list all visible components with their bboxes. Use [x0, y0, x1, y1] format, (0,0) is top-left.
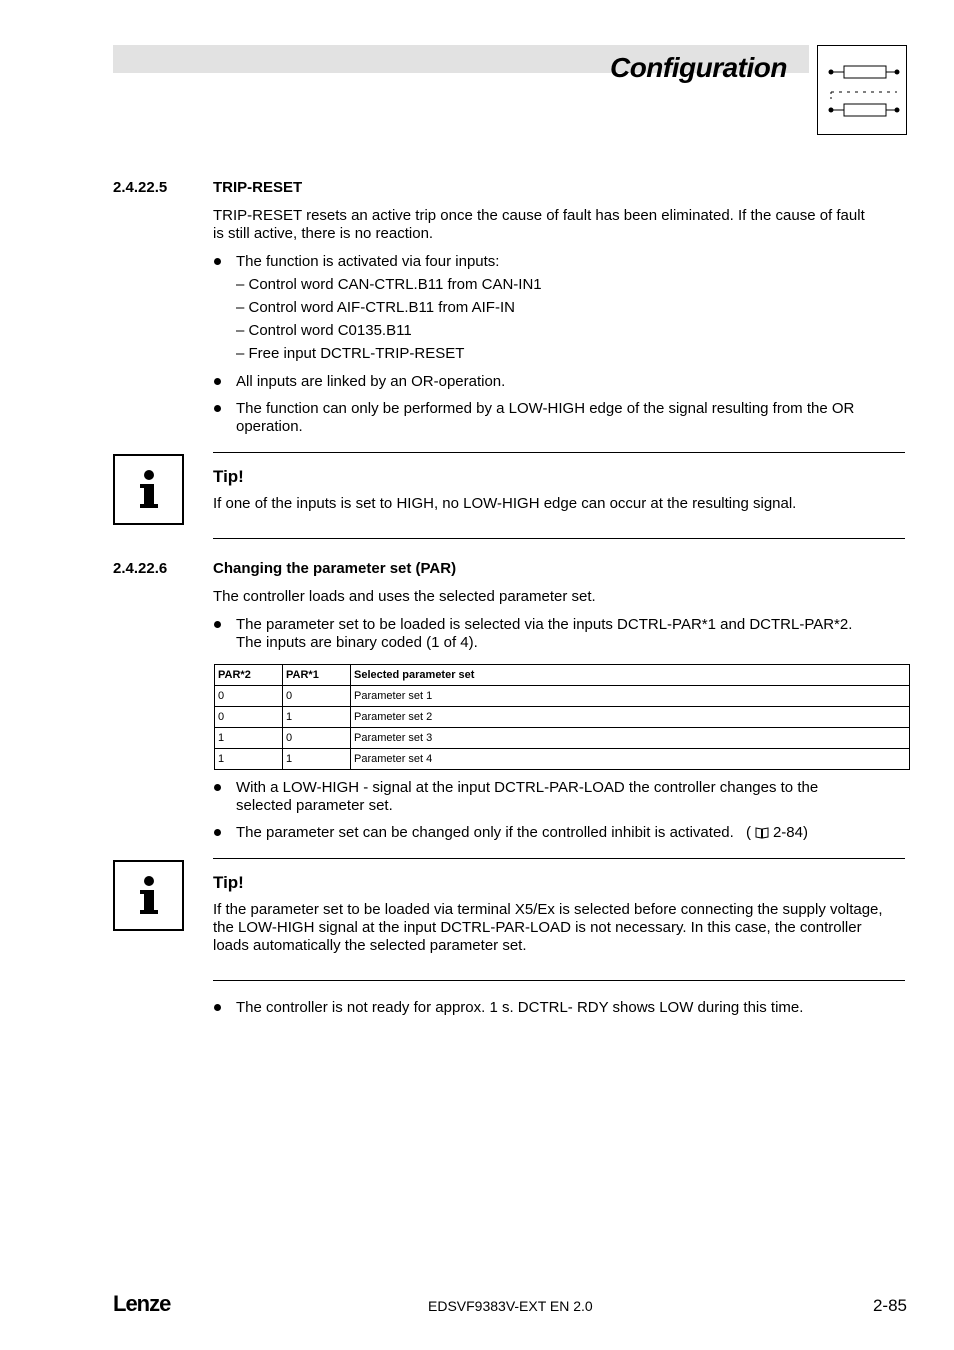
bullet-text [236, 824, 808, 844]
bullet-icon [214, 405, 221, 412]
table-cell: 0 [215, 686, 283, 707]
bullet-text: The function is activated via four inputs: [236, 253, 500, 270]
divider [213, 538, 905, 539]
reference-paren: ( [745, 824, 751, 841]
table-cell: 1 [215, 728, 283, 749]
info-icon [113, 454, 184, 525]
section-number: 2.4.22.6 [113, 560, 168, 577]
bullet-line: The parameter set to be loaded is selected via the inputs DCTRL-PAR*1 and DCTRL-PAR*2. [236, 616, 853, 633]
bullet-icon [214, 258, 221, 265]
tip-line: If the parameter set to be loaded via terminal X5/Ex is selected before connecting the supply voltage, [213, 901, 883, 918]
section-title: TRIP-RESET [213, 179, 303, 196]
page-title: Configuration [609, 52, 787, 83]
table-header-row [215, 665, 910, 686]
bullet-icon [214, 621, 221, 628]
circuit-diagram-icon [817, 45, 907, 135]
sub-item: – Control word C0135.B11 [236, 322, 412, 339]
column-header: PAR*2 [215, 665, 283, 686]
tip-text [213, 901, 913, 955]
bullet-icon [214, 1004, 221, 1011]
section-title: Changing the parameter set (PAR) [213, 560, 457, 577]
table-cell: Parameter set 3 [351, 728, 910, 749]
sub-item: – Free input DCTRL-TRIP-RESET [236, 345, 465, 362]
table-cell: Parameter set 4 [351, 749, 910, 770]
table-cell: 0 [215, 707, 283, 728]
sub-item: – Control word AIF-CTRL.B11 from AIF-IN [236, 299, 515, 316]
bullet-line: selected parameter set. [236, 797, 393, 814]
page-number: 2-85 [872, 1296, 907, 1315]
bullet-line: The parameter set can be changed only if the controlled inhibit is activated. [236, 824, 734, 841]
bullet-line: The function can only be performed by a LOW-HIGH edge of the signal resulting from the OR [236, 400, 855, 417]
bullet-text: The controller is not ready for approx. 1 s. DCTRL- RDY shows LOW during this time. [236, 999, 804, 1016]
bullet-icon [214, 378, 221, 385]
table-cell: 1 [215, 749, 283, 770]
section-intro: The controller loads and uses the selected parameter set. [213, 588, 596, 605]
bullet-icon [214, 784, 221, 791]
bullet-icon [214, 829, 221, 836]
tip-title: Tip! [213, 873, 244, 892]
table-row [215, 749, 910, 770]
column-header: Selected parameter set [351, 665, 910, 686]
bullet-line: With a LOW-HIGH - signal at the input DCTRL-PAR-LOAD the controller changes to the [236, 779, 819, 796]
bullet-line: operation. [236, 418, 303, 435]
table-row [215, 686, 910, 707]
bullet-text [236, 616, 911, 652]
parameter-set-table [214, 664, 910, 770]
page-reference[interactable] [746, 824, 808, 841]
document-id: EDSVF9383V-EXT EN 2.0 [428, 1298, 593, 1314]
intro-line: TRIP-RESET resets an active trip once the cause of fault has been eliminated. If the cause of fault [213, 207, 865, 224]
divider [213, 980, 905, 981]
tip-title: Tip! [213, 467, 244, 486]
info-icon [113, 860, 184, 931]
column-header: PAR*1 [283, 665, 351, 686]
table-row [215, 707, 910, 728]
reference-text: 2-84) [772, 824, 808, 841]
intro-line: is still active, there is no reaction. [213, 225, 434, 242]
table-cell: 1 [283, 707, 351, 728]
book-icon [755, 826, 769, 844]
table-cell: 0 [283, 728, 351, 749]
tip-text: If one of the inputs is set to HIGH, no LOW-HIGH edge can occur at the resulting signal. [213, 495, 797, 512]
tip-line: loads automatically the selected parameter set. [213, 937, 527, 954]
divider [213, 452, 905, 453]
table-cell: Parameter set 2 [351, 707, 910, 728]
divider [213, 858, 905, 859]
table-cell: 0 [283, 686, 351, 707]
bullet-text: All inputs are linked by an OR-operation. [236, 373, 506, 390]
tip-line: the LOW-HIGH signal at the input DCTRL-PAR-LOAD is not necessary. In this case, the controller [213, 919, 862, 936]
bullet-line: The inputs are binary coded (1 of 4). [236, 634, 478, 651]
bullet-text [236, 779, 911, 815]
table-row [215, 728, 910, 749]
table-cell: Parameter set 1 [351, 686, 910, 707]
bullet-text [236, 400, 911, 436]
lenze-logo: Lenze [113, 1291, 171, 1316]
table-cell: 1 [283, 749, 351, 770]
sub-item: – Control word CAN-CTRL.B11 from CAN-IN1 [236, 276, 542, 293]
section-number: 2.4.22.5 [113, 179, 168, 196]
section-intro [213, 207, 913, 243]
